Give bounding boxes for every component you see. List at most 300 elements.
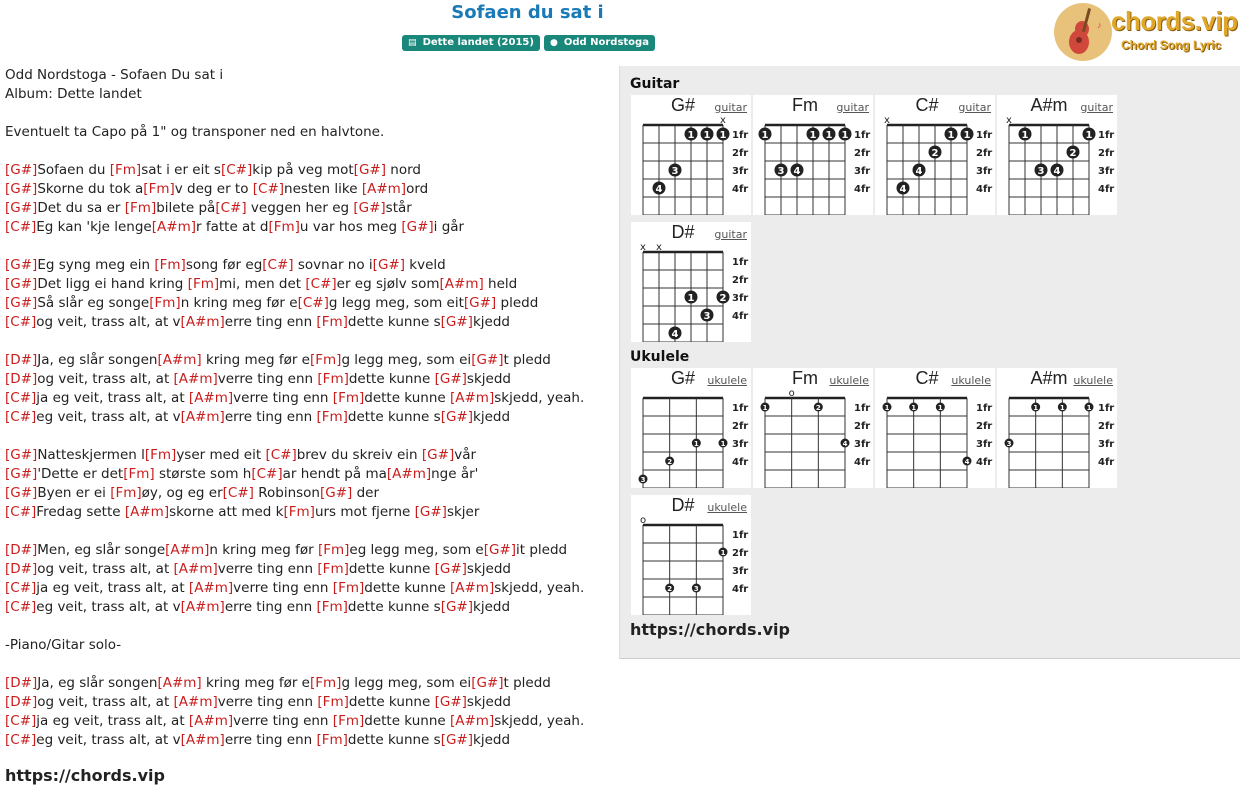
lyric-text: dette kunne s (347, 314, 441, 330)
lyric-text: ja eg veit, trass alt, at (36, 713, 189, 729)
fret-label: 2fr (854, 148, 871, 159)
finger-number: 1 (809, 129, 817, 141)
chord-type-link[interactable]: guitar (714, 101, 747, 114)
chord-link[interactable]: [G#] (320, 485, 353, 501)
artist-badge[interactable] (544, 35, 655, 51)
chord-link[interactable]: [Fm] (317, 542, 350, 558)
chord-link[interactable]: [D#] (5, 694, 38, 710)
chord-link[interactable]: [Fm] (309, 675, 342, 691)
lyric-text: erre ting enn (224, 409, 317, 425)
lyric-text: sovnar no i (293, 257, 373, 273)
lyric-line (5, 674, 610, 693)
fret-label: 1fr (732, 257, 749, 268)
fret-label: 1fr (854, 403, 871, 414)
muted-string-mark: x (720, 117, 726, 126)
chord-link[interactable]: [A#m] (165, 542, 210, 558)
chord-link[interactable]: [D#] (5, 561, 38, 577)
lyric-line (5, 161, 610, 180)
guitar-chord-card[interactable] (875, 95, 995, 215)
chord-link[interactable]: [G#] (414, 504, 447, 520)
fret-label: 2fr (976, 148, 993, 159)
lyric-text: Robinson (253, 485, 320, 501)
chord-link[interactable]: [G#] (372, 257, 405, 273)
chord-link[interactable]: [C#] (5, 599, 37, 615)
chord-link[interactable]: [A#m] (188, 580, 234, 596)
chord-type-link[interactable]: guitar (714, 228, 747, 241)
muted-string-mark: x (1006, 117, 1012, 126)
lyric-text: er eg sjølv som (336, 276, 440, 292)
fret-label: 2fr (854, 421, 871, 432)
lyric-text: ar hendt på ma (282, 466, 387, 482)
chord-link[interactable]: [C#] (262, 257, 294, 273)
lyric-line (5, 256, 610, 275)
lyric-text: skjer (446, 504, 480, 520)
lyric-text: Ja, eg slår songen (37, 352, 158, 368)
fret-label: 3fr (732, 566, 749, 577)
lyric-text: skjedd (466, 561, 511, 577)
logo-text: chords.vip (1111, 6, 1238, 36)
lyric-text: dette kunne (364, 580, 450, 596)
chord-link[interactable]: [G#] (5, 257, 38, 273)
finger-number: 4 (1053, 165, 1061, 177)
lyric-text: vår (454, 447, 477, 463)
finger-number: 4 (964, 457, 970, 466)
lyric-text: erre ting enn (224, 732, 317, 748)
finger-number: 3 (1006, 439, 1012, 448)
lyric-text: dette kunne s (347, 732, 441, 748)
lyric-text: kjedd (473, 409, 511, 425)
chord-link[interactable]: [G#] (5, 466, 38, 482)
song-badges (0, 35, 1057, 51)
finger-number: 3 (777, 165, 785, 177)
fret-label: 1fr (854, 130, 871, 141)
lyric-text: og veit, trass alt, at (37, 371, 174, 387)
chord-link[interactable]: [Fm] (283, 504, 315, 520)
lyric-line (5, 446, 610, 465)
chord-link[interactable]: [G#] (5, 162, 38, 178)
finger-number: 1 (841, 129, 849, 141)
lyric-text: øy, og eg er (141, 485, 223, 501)
chord-type-link[interactable]: guitar (958, 101, 991, 114)
ukulele-heading: Ukulele (630, 349, 690, 365)
chord-link[interactable]: [C#] (5, 390, 37, 406)
chord-link[interactable]: [Fm] (268, 219, 300, 235)
ukulele-chord-card[interactable] (997, 368, 1117, 488)
lyric-line (5, 731, 610, 750)
fret-label: 3fr (732, 293, 749, 304)
chord-link[interactable]: [G#] (483, 542, 517, 558)
finger-number: 1 (1085, 129, 1093, 141)
lyric-line (5, 218, 610, 237)
chord-link[interactable]: [A#m] (386, 466, 432, 482)
lyric-text: erre ting enn (224, 599, 317, 615)
fret-label: 3fr (854, 166, 871, 177)
fret-label: 3fr (1098, 166, 1115, 177)
finger-number: 3 (1037, 165, 1045, 177)
chord-link[interactable]: [D#] (5, 352, 38, 368)
finger-number: 1 (937, 403, 943, 412)
chord-link[interactable]: [G#] (434, 694, 467, 710)
finger-number: 1 (720, 548, 726, 557)
chord-link[interactable]: [G#] (353, 162, 386, 178)
chord-link[interactable]: [A#m] (180, 732, 225, 748)
lyric-text: Odd Nordstoga - Sofaen Du sat i (5, 67, 224, 83)
lyric-text: it pledd (516, 542, 568, 558)
lyric-text: eg veit, trass alt, at v (36, 732, 181, 748)
lyric-text: kjedd (473, 599, 511, 615)
chord-link[interactable]: [Fm] (187, 276, 220, 292)
lyric-line (5, 560, 610, 579)
chord-diagram (631, 117, 751, 215)
lyric-text: og veit, trass alt, at (37, 561, 174, 577)
chord-diagram (875, 117, 995, 215)
chord-link[interactable]: [G#] (353, 200, 386, 216)
chord-link[interactable]: [G#] (440, 409, 473, 425)
lyric-text: kjedd (472, 314, 510, 330)
lyric-text: Det ligg ei hand kring (37, 276, 188, 292)
lyric-text: Natteskjermen l (37, 447, 145, 463)
lyric-text: Men, eg slår songe (37, 542, 166, 558)
svg-text:♪: ♪ (1097, 20, 1102, 30)
lyric-line (5, 313, 610, 332)
chord-link[interactable]: [A#m] (361, 181, 407, 197)
fret-label: 4fr (976, 184, 993, 195)
chord-link[interactable]: [C#] (251, 466, 283, 482)
chord-link[interactable]: [G#] (471, 675, 504, 691)
chord-link[interactable]: [G#] (5, 485, 38, 501)
chord-name: Fm (792, 95, 818, 115)
lyric-text: kring meg før e (201, 352, 310, 368)
fret-label: 4fr (1098, 457, 1115, 468)
finger-number: 1 (884, 403, 890, 412)
chord-link[interactable]: [Fm] (143, 181, 175, 197)
finger-number: 4 (842, 439, 848, 448)
chord-link[interactable]: [G#] (434, 371, 467, 387)
finger-number: 2 (667, 457, 673, 466)
lyric-text: g legg meg, som eit (328, 295, 464, 311)
chord-link[interactable]: [A#m] (157, 675, 202, 691)
chord-link[interactable]: [Fm] (149, 295, 181, 311)
finger-number: 1 (687, 292, 695, 304)
person-icon: ● (549, 38, 558, 48)
chord-link[interactable]: [Fm] (109, 162, 142, 178)
lyric-text: u var hos meg (299, 219, 402, 235)
lyric-line (5, 85, 610, 104)
lyric-text: held (483, 276, 518, 292)
chord-link[interactable]: [G#] (471, 352, 504, 368)
chord-link[interactable]: [A#m] (157, 352, 202, 368)
chord-link[interactable]: [Fm] (154, 257, 186, 273)
chord-link[interactable]: [Fm] (316, 409, 348, 425)
chord-link[interactable]: [A#m] (173, 561, 218, 577)
lyric-line (5, 199, 610, 218)
lyric-line (5, 503, 610, 522)
chord-link[interactable]: [A#m] (173, 371, 218, 387)
chord-link[interactable]: [A#m] (188, 390, 234, 406)
chord-name: A#m (1030, 368, 1068, 388)
chord-link[interactable]: [G#] (421, 447, 455, 463)
chord-link[interactable]: [C#] (5, 713, 37, 729)
chord-diagram (753, 117, 873, 215)
finger-number: 4 (671, 328, 679, 340)
fret-label: 4fr (732, 184, 749, 195)
lyric-text: kveld (404, 257, 446, 273)
chord-link[interactable]: [G#] (5, 447, 38, 463)
chord-link[interactable]: [G#] (440, 599, 473, 615)
lyric-line (5, 541, 610, 560)
finger-number: 1 (687, 129, 695, 141)
chord-link[interactable]: [G#] (440, 732, 473, 748)
chord-link[interactable]: [D#] (5, 371, 38, 387)
fret-label: 2fr (732, 421, 749, 432)
lyric-text: Så slår eg songe (37, 295, 150, 311)
blank-line (5, 655, 610, 674)
lyric-line (5, 598, 610, 617)
chord-link[interactable]: [G#] (5, 295, 38, 311)
fret-label: 1fr (976, 403, 993, 414)
chord-link[interactable]: [Fm] (316, 732, 348, 748)
fret-label: 1fr (1098, 130, 1115, 141)
chord-diagram (875, 390, 995, 488)
fret-label: 3fr (976, 439, 993, 450)
finger-number: 1 (1021, 129, 1029, 141)
lyric-text: Eventuelt ta Capo på 1" og transponer ned en halvtone. (5, 124, 385, 140)
lyric-line (5, 408, 610, 427)
lyric-text: 'Dette er det (37, 466, 124, 482)
lyric-text: v deg er to (174, 181, 253, 197)
fret-label: 1fr (976, 130, 993, 141)
chord-diagram (997, 117, 1117, 215)
chord-link[interactable]: [Fm] (316, 314, 348, 330)
lyric-text: skjedd (466, 371, 511, 387)
album-badge[interactable] (402, 35, 540, 51)
fret-label: 4fr (732, 584, 749, 595)
lyric-text: bilete på (156, 200, 216, 216)
lyric-text: t pledd (503, 675, 551, 691)
lyric-line (5, 351, 610, 370)
chord-link[interactable]: [C#] (5, 732, 37, 748)
chord-link[interactable]: [C#] (297, 295, 329, 311)
chord-link[interactable]: [A#m] (124, 504, 170, 520)
chord-link[interactable]: [Fm] (317, 371, 349, 387)
chord-type-link[interactable]: ukulele (951, 374, 991, 387)
chord-type-link[interactable]: ukulele (707, 501, 747, 514)
lyric-text: dette kunne s (347, 409, 441, 425)
chord-link[interactable]: [C#] (265, 447, 297, 463)
fret-label: 3fr (732, 166, 749, 177)
song-title: Sofaen du sat i (451, 2, 604, 23)
lyric-text: brev du skreiv ein (296, 447, 422, 463)
chord-link[interactable]: [G#] (440, 314, 473, 330)
lyric-text: Det du sa er (37, 200, 125, 216)
fret-label: 3fr (976, 166, 993, 177)
lyric-text: verre ting enn (233, 580, 333, 596)
chord-link[interactable]: [A#m] (439, 276, 484, 292)
lyric-text: erre ting enn (224, 314, 317, 330)
chord-link[interactable]: [A#m] (173, 694, 218, 710)
fret-label: 3fr (732, 439, 749, 450)
chord-link[interactable]: [G#] (434, 561, 467, 577)
chord-name: D# (671, 495, 695, 515)
lyric-text: nord (385, 162, 421, 178)
lyric-text: nesten like (284, 181, 362, 197)
chord-link[interactable]: [G#] (463, 295, 497, 311)
lyric-text: skjedd, yeah. (494, 390, 585, 406)
chord-link[interactable]: [Fm] (332, 390, 365, 406)
lyric-text: Byen er ei (37, 485, 111, 501)
chord-link[interactable]: [A#m] (180, 409, 225, 425)
chord-link[interactable]: [C#] (5, 504, 37, 520)
chord-link[interactable]: [Fm] (110, 485, 142, 501)
fret-label: 1fr (732, 130, 749, 141)
fret-label: 4fr (976, 457, 993, 468)
chord-link[interactable]: [C#] (5, 219, 37, 235)
guitar-chord-card[interactable] (631, 222, 751, 342)
finger-number: 2 (1069, 147, 1077, 159)
lyric-text: g legg meg, som ei (341, 675, 472, 691)
fret-label: 4fr (1098, 184, 1115, 195)
chord-type-link[interactable]: guitar (836, 101, 869, 114)
blank-line (5, 522, 610, 541)
guitar-heading: Guitar (630, 76, 680, 92)
chord-diagram (631, 390, 751, 488)
chord-link[interactable]: [D#] (5, 542, 38, 558)
chord-link[interactable]: [C#] (220, 162, 253, 178)
panel-url[interactable]: https://chords.vip (630, 620, 790, 639)
blank-line (5, 332, 610, 351)
chord-link[interactable]: [A#m] (180, 314, 225, 330)
lyric-text: verre ting enn (233, 713, 333, 729)
chord-link[interactable]: [G#] (5, 181, 38, 197)
chord-link[interactable]: [A#m] (151, 219, 196, 235)
chord-link[interactable]: [Fm] (124, 200, 157, 216)
muted-string-mark: x (640, 244, 646, 253)
logo-subtitle: Chord Song Lyric (1121, 38, 1222, 52)
finger-number: 2 (931, 147, 939, 159)
chord-type-link[interactable]: ukulele (1073, 374, 1113, 387)
open-string-mark: o (639, 517, 647, 526)
chord-link[interactable]: [A#m] (449, 713, 495, 729)
finger-number: 4 (899, 183, 907, 195)
lyric-line (5, 123, 610, 142)
lyric-text: dette kunne (348, 371, 435, 387)
finger-number: 1 (947, 129, 955, 141)
chord-link[interactable]: [Fm] (144, 447, 177, 463)
chord-link[interactable]: [C#] (5, 580, 37, 596)
lyric-text: skjedd (466, 694, 511, 710)
blank-line (5, 617, 610, 636)
ukulele-chord-card[interactable] (753, 368, 873, 488)
blank-line (5, 237, 610, 256)
lyric-line (5, 370, 610, 389)
chord-link[interactable]: [A#m] (180, 599, 225, 615)
fret-label: 2fr (1098, 148, 1115, 159)
chord-type-link[interactable]: ukulele (829, 374, 869, 387)
chord-link[interactable]: [Fm] (316, 599, 348, 615)
finger-number: 2 (815, 403, 821, 412)
chord-link[interactable]: [C#] (5, 314, 37, 330)
chord-link[interactable]: [C#] (305, 276, 337, 292)
lyric-text: r fatte at d (195, 219, 269, 235)
finger-number: 4 (915, 165, 923, 177)
lyric-text: veggen her eg (246, 200, 354, 216)
muted-string-mark: x (884, 117, 890, 126)
guitar-chord-card[interactable] (631, 95, 751, 215)
blank-line (5, 142, 610, 161)
lyric-line (5, 712, 610, 731)
lyric-text: dette kunne (348, 694, 435, 710)
lyric-text: sat i er eit s (141, 162, 221, 178)
chord-link[interactable]: [C#] (252, 181, 285, 197)
lyric-text: verre ting enn (217, 561, 318, 577)
lyric-line (5, 275, 610, 294)
chord-link[interactable]: [Fm] (332, 580, 365, 596)
chord-link[interactable]: [C#] (215, 200, 247, 216)
chord-type-link[interactable]: guitar (1080, 101, 1113, 114)
ukulele-chord-card[interactable] (631, 368, 751, 488)
chord-diagram (631, 244, 751, 342)
chords-vip-logo[interactable] (1053, 2, 1238, 62)
lyric-line (5, 180, 610, 199)
fret-label: 3fr (1098, 439, 1115, 450)
chord-link[interactable]: [A#m] (188, 713, 234, 729)
album-badge-label: Dette landet (2015) (422, 37, 534, 48)
chord-link[interactable]: [Fm] (309, 352, 342, 368)
guitar-chord-card[interactable] (753, 95, 873, 215)
finger-number: 2 (667, 584, 673, 593)
lyric-text: eg veit, trass alt, at v (36, 409, 181, 425)
finger-number: 3 (693, 584, 699, 593)
lyric-text: eg legg meg, som e (349, 542, 484, 558)
chord-link[interactable]: [A#m] (449, 580, 495, 596)
lyric-text: t pledd (503, 352, 551, 368)
lyric-text: skjedd, yeah. (494, 580, 585, 596)
blank-line (5, 104, 610, 123)
chord-diagrams-panel (619, 66, 1240, 659)
fret-label: 2fr (732, 275, 749, 286)
lyric-text: n kring meg før e (180, 295, 298, 311)
finger-number: 3 (671, 165, 679, 177)
chord-link[interactable]: [A#m] (449, 390, 495, 406)
lyric-line (5, 636, 610, 655)
chord-type-link[interactable]: ukulele (707, 374, 747, 387)
chord-link[interactable]: [Fm] (317, 561, 349, 577)
lyric-text: ord (406, 181, 429, 197)
fret-label: 4fr (854, 184, 871, 195)
footer-url[interactable]: https://chords.vip (5, 766, 165, 785)
lyric-text: verre ting enn (217, 371, 318, 387)
chord-link[interactable]: [C#] (5, 409, 37, 425)
fret-label: 1fr (1098, 403, 1115, 414)
ukulele-chord-card[interactable] (875, 368, 995, 488)
chord-name: Fm (792, 368, 818, 388)
chord-link[interactable]: [Fm] (317, 694, 349, 710)
guitar-chord-card[interactable] (997, 95, 1117, 215)
chord-link[interactable]: [D#] (5, 675, 38, 691)
lyric-text: dette kunne s (347, 599, 441, 615)
chord-link[interactable]: [G#] (401, 219, 434, 235)
chord-link[interactable]: [G#] (5, 200, 38, 216)
chord-link[interactable]: [Fm] (123, 466, 155, 482)
chord-link[interactable]: [Fm] (332, 713, 365, 729)
finger-number: 3 (703, 310, 711, 322)
muted-string-mark: x (656, 244, 662, 253)
lyric-line (5, 66, 610, 85)
chord-link[interactable]: [G#] (5, 276, 38, 292)
lyric-text: verre ting enn (233, 390, 333, 406)
ukulele-chord-card[interactable] (631, 495, 751, 615)
chord-link[interactable]: [C#] (222, 485, 254, 501)
